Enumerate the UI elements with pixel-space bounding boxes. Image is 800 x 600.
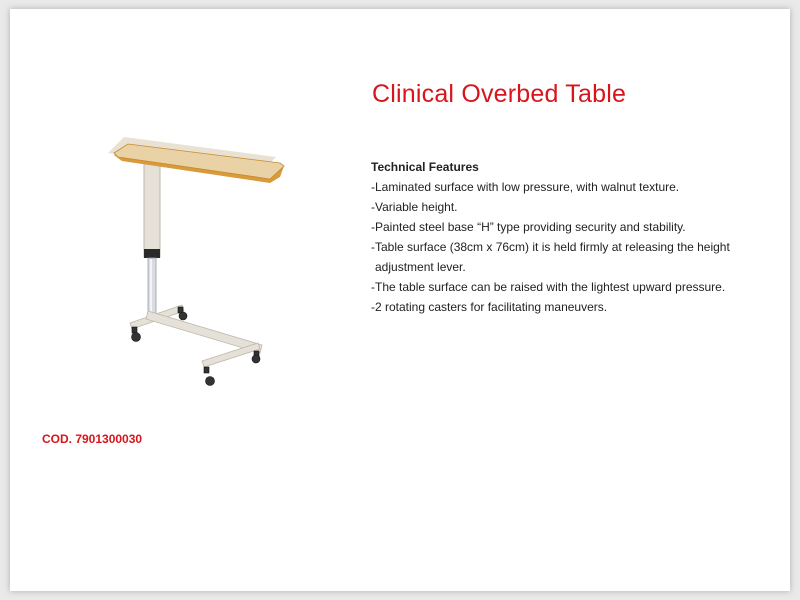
technical-features [371, 157, 771, 317]
feature-line: -2 rotating casters for facilitating maneuvers. [371, 300, 608, 314]
features-heading: Technical Features [371, 160, 479, 174]
feature-line: -The table surface can be raised with the lightest upward pressure. [371, 280, 726, 294]
product-code: COD. 7901300030 [42, 432, 143, 446]
page [10, 9, 790, 591]
feature-line: -Table surface (38cm x 76cm) it is held firmly at releasing the height [371, 240, 730, 254]
feature-line: -Laminated surface with low pressure, with walnut texture. [371, 180, 680, 194]
product-image-overbed-table [98, 131, 294, 393]
feature-line: -Painted steel base “H” type providing security and stability. [371, 220, 686, 234]
feature-line: adjustment lever. [375, 260, 466, 274]
feature-line: -Variable height. [371, 200, 458, 214]
page-title: Clinical Overbed Table [372, 80, 627, 108]
